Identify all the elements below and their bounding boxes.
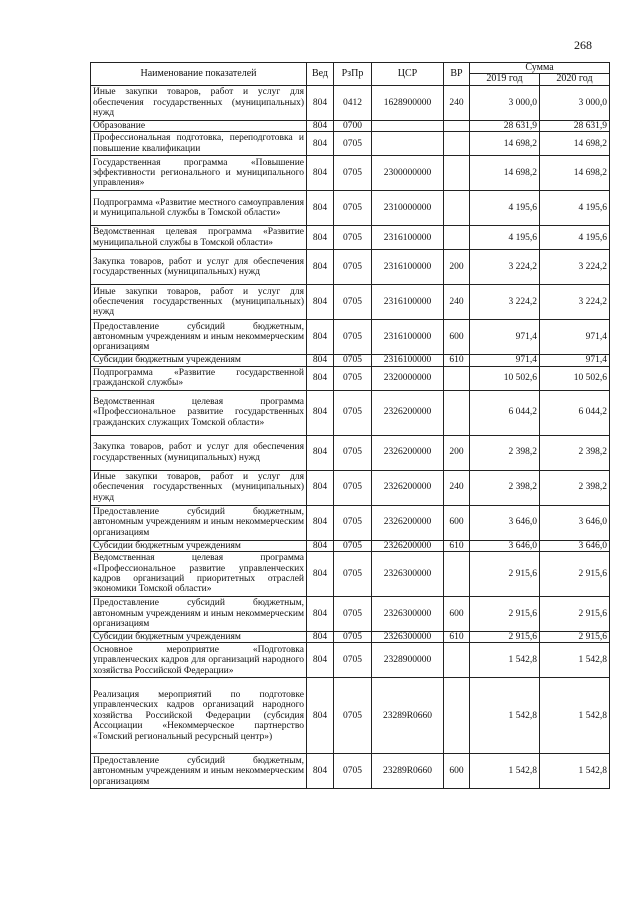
cell-ved: 804 (307, 470, 334, 505)
cell-csr: 2326300000 (372, 632, 444, 643)
header-csr: ЦСР (372, 63, 444, 86)
cell-vr (444, 132, 470, 156)
cell-2019: 14 698,2 (470, 132, 540, 156)
cell-name: Ведомственная целевая программа «Профессиональное развитие государственных гражданских служащих Томской области» (91, 390, 307, 435)
table-row (91, 632, 610, 643)
cell-vr (444, 552, 470, 597)
cell-csr: 2316100000 (372, 250, 444, 285)
header-2019: 2019 год (470, 74, 540, 85)
table-row (91, 120, 610, 131)
cell-name: Подпрограмма «Развитие местного самоуправления и муниципальной службы в Томской области» (91, 191, 307, 226)
cell-ved: 804 (307, 505, 334, 540)
cell-2019: 6 044,2 (470, 390, 540, 435)
cell-csr: 23289R0660 (372, 678, 444, 754)
table-row (91, 540, 610, 551)
cell-2020: 2 915,6 (540, 552, 610, 597)
cell-2020: 10 502,6 (540, 366, 610, 390)
cell-2020: 28 631,9 (540, 120, 610, 131)
cell-2019: 2 915,6 (470, 632, 540, 643)
cell-ved: 804 (307, 632, 334, 643)
cell-ved: 804 (307, 597, 334, 632)
cell-rzpr: 0705 (334, 505, 372, 540)
cell-2020: 1 542,8 (540, 754, 610, 789)
cell-vr: 610 (444, 355, 470, 366)
cell-2019: 3 646,0 (470, 540, 540, 551)
cell-rzpr: 0705 (334, 366, 372, 390)
cell-2020: 2 915,6 (540, 632, 610, 643)
cell-vr: 610 (444, 632, 470, 643)
table-row (91, 390, 610, 435)
cell-2019: 4 195,6 (470, 226, 540, 250)
cell-csr: 2326200000 (372, 540, 444, 551)
cell-ved: 804 (307, 132, 334, 156)
cell-csr: 1628900000 (372, 85, 444, 120)
cell-rzpr: 0705 (334, 435, 372, 470)
table-row (91, 597, 610, 632)
cell-2019: 28 631,9 (470, 120, 540, 131)
cell-vr (444, 366, 470, 390)
cell-2020: 2 398,2 (540, 470, 610, 505)
cell-vr (444, 643, 470, 678)
cell-vr (444, 191, 470, 226)
cell-ved: 804 (307, 355, 334, 366)
cell-vr: 240 (444, 285, 470, 320)
page-number: 268 (574, 38, 592, 52)
cell-vr: 600 (444, 754, 470, 789)
cell-name: Предоставление субсидий бюджетным, автономным учреждениям и иным некоммерческим организациям (91, 597, 307, 632)
cell-rzpr: 0705 (334, 540, 372, 551)
cell-name: Ведомственная целевая программа «Профессиональное развитие управленческих кадров организаций приоритетных отраслей экономики Томской области» (91, 552, 307, 597)
cell-rzpr: 0705 (334, 285, 372, 320)
cell-ved: 804 (307, 156, 334, 191)
cell-name: Государственная программа «Повышение эффективности регионального и муниципального управления» (91, 156, 307, 191)
cell-name: Основное мероприятие «Подготовка управленческих кадров для организаций народного хозяйства Российской Федерации» (91, 643, 307, 678)
cell-ved: 804 (307, 435, 334, 470)
cell-rzpr: 0705 (334, 678, 372, 754)
cell-2019: 3 000,0 (470, 85, 540, 120)
cell-ved: 804 (307, 390, 334, 435)
cell-2020: 2 915,6 (540, 597, 610, 632)
cell-vr: 610 (444, 540, 470, 551)
table-row (91, 754, 610, 789)
cell-name: Профессиональная подготовка, переподготовка и повышение квалификации (91, 132, 307, 156)
cell-csr: 2326300000 (372, 597, 444, 632)
table-row (91, 355, 610, 366)
cell-rzpr: 0705 (334, 597, 372, 632)
cell-vr (444, 226, 470, 250)
cell-name: Предоставление субсидий бюджетным, автономным учреждениям и иным некоммерческим организациям (91, 505, 307, 540)
cell-2019: 1 542,8 (470, 643, 540, 678)
header-2020: 2020 год (540, 74, 610, 85)
cell-rzpr: 0705 (334, 470, 372, 505)
cell-name: Иные закупки товаров, работ и услуг для обеспечения государственных (муниципальных) нужд (91, 85, 307, 120)
cell-name: Субсидии бюджетным учреждениям (91, 632, 307, 643)
cell-rzpr: 0705 (334, 552, 372, 597)
cell-2019: 2 398,2 (470, 470, 540, 505)
header-vr: ВР (444, 63, 470, 86)
cell-name: Подпрограмма «Развитие государственной гражданской службы» (91, 366, 307, 390)
table-row (91, 226, 610, 250)
cell-2020: 971,4 (540, 355, 610, 366)
cell-vr: 200 (444, 435, 470, 470)
cell-vr: 200 (444, 250, 470, 285)
cell-2020: 971,4 (540, 320, 610, 355)
cell-name: Образование (91, 120, 307, 131)
cell-2019: 10 502,6 (470, 366, 540, 390)
cell-2020: 3 000,0 (540, 85, 610, 120)
cell-csr: 2316100000 (372, 226, 444, 250)
header-sum: Сумма (470, 63, 610, 74)
cell-2019: 3 646,0 (470, 505, 540, 540)
cell-name: Ведомственная целевая программа «Развитие муниципальной службы в Томской области» (91, 226, 307, 250)
cell-vr (444, 678, 470, 754)
cell-rzpr: 0412 (334, 85, 372, 120)
cell-name: Субсидии бюджетным учреждениям (91, 540, 307, 551)
header-ved: Вед (307, 63, 334, 86)
cell-2019: 1 542,8 (470, 678, 540, 754)
cell-ved: 804 (307, 226, 334, 250)
table-row (91, 132, 610, 156)
cell-2019: 2 398,2 (470, 435, 540, 470)
cell-vr: 600 (444, 597, 470, 632)
cell-name: Иные закупки товаров, работ и услуг для обеспечения государственных (муниципальных) нужд (91, 470, 307, 505)
cell-vr (444, 120, 470, 131)
cell-2019: 2 915,6 (470, 597, 540, 632)
cell-vr (444, 156, 470, 191)
cell-2019: 4 195,6 (470, 191, 540, 226)
cell-ved: 804 (307, 285, 334, 320)
cell-ved: 804 (307, 366, 334, 390)
cell-name: Субсидии бюджетным учреждениям (91, 355, 307, 366)
cell-name: Закупка товаров, работ и услуг для обеспечения государственных (муниципальных) нужд (91, 250, 307, 285)
cell-rzpr: 0700 (334, 120, 372, 131)
cell-vr: 240 (444, 85, 470, 120)
cell-vr: 240 (444, 470, 470, 505)
cell-csr (372, 132, 444, 156)
cell-2020: 1 542,8 (540, 678, 610, 754)
table-row (91, 643, 610, 678)
cell-csr: 2310000000 (372, 191, 444, 226)
cell-rzpr: 0705 (334, 132, 372, 156)
table-row (91, 435, 610, 470)
cell-csr: 2326200000 (372, 505, 444, 540)
cell-name: Предоставление субсидий бюджетным, автономным учреждениям и иным некоммерческим организациям (91, 754, 307, 789)
cell-ved: 804 (307, 552, 334, 597)
cell-2020: 3 646,0 (540, 540, 610, 551)
cell-csr: 2300000000 (372, 156, 444, 191)
table-row (91, 552, 610, 597)
table-row (91, 285, 610, 320)
cell-2019: 971,4 (470, 320, 540, 355)
cell-rzpr: 0705 (334, 226, 372, 250)
cell-name: Иные закупки товаров, работ и услуг для обеспечения государственных (муниципальных) нужд (91, 285, 307, 320)
cell-name: Предоставление субсидий бюджетным, автономным учреждениям и иным некоммерческим организациям (91, 320, 307, 355)
cell-vr: 600 (444, 505, 470, 540)
cell-2020: 2 398,2 (540, 435, 610, 470)
cell-rzpr: 0705 (334, 156, 372, 191)
cell-vr (444, 390, 470, 435)
table-row (91, 85, 610, 120)
cell-2020: 3 646,0 (540, 505, 610, 540)
cell-csr: 2316100000 (372, 285, 444, 320)
cell-2020: 14 698,2 (540, 156, 610, 191)
table-body (91, 85, 610, 789)
table-row (91, 366, 610, 390)
cell-csr: 2326200000 (372, 390, 444, 435)
cell-2020: 3 224,2 (540, 250, 610, 285)
cell-2020: 14 698,2 (540, 132, 610, 156)
cell-ved: 804 (307, 643, 334, 678)
table-row (91, 250, 610, 285)
cell-name: Реализация мероприятий по подготовке управленческих кадров организаций народного хозяйства Российской Федерации (субсидия Ассоциации «Некоммерческое партнерство «Томский региональный ресурсный центр») (91, 678, 307, 754)
cell-ved: 804 (307, 250, 334, 285)
cell-ved: 804 (307, 754, 334, 789)
cell-csr (372, 120, 444, 131)
cell-ved: 804 (307, 120, 334, 131)
cell-2019: 14 698,2 (470, 156, 540, 191)
table-row (91, 470, 610, 505)
cell-2019: 2 915,6 (470, 552, 540, 597)
budget-table (90, 62, 610, 789)
cell-2019: 3 224,2 (470, 250, 540, 285)
cell-rzpr: 0705 (334, 250, 372, 285)
cell-ved: 804 (307, 540, 334, 551)
cell-ved: 804 (307, 191, 334, 226)
cell-vr: 600 (444, 320, 470, 355)
cell-rzpr: 0705 (334, 320, 372, 355)
cell-2020: 3 224,2 (540, 285, 610, 320)
cell-2019: 1 542,8 (470, 754, 540, 789)
cell-name: Закупка товаров, работ и услуг для обеспечения государственных (муниципальных) нужд (91, 435, 307, 470)
cell-ved: 804 (307, 678, 334, 754)
header-rzpr: РзПр (334, 63, 372, 86)
cell-rzpr: 0705 (334, 632, 372, 643)
cell-csr: 2326200000 (372, 435, 444, 470)
cell-rzpr: 0705 (334, 754, 372, 789)
cell-2020: 1 542,8 (540, 643, 610, 678)
cell-csr: 2320000000 (372, 366, 444, 390)
cell-2019: 3 224,2 (470, 285, 540, 320)
cell-ved: 804 (307, 320, 334, 355)
cell-2020: 6 044,2 (540, 390, 610, 435)
cell-2020: 4 195,6 (540, 226, 610, 250)
cell-ved: 804 (307, 85, 334, 120)
cell-rzpr: 0705 (334, 643, 372, 678)
table-row (91, 191, 610, 226)
cell-csr: 2328900000 (372, 643, 444, 678)
cell-csr: 2316100000 (372, 355, 444, 366)
table-header (91, 63, 610, 86)
cell-2020: 4 195,6 (540, 191, 610, 226)
table-row (91, 156, 610, 191)
table-row (91, 505, 610, 540)
cell-csr: 2326200000 (372, 470, 444, 505)
header-name: Наименование показателей (91, 63, 307, 86)
cell-rzpr: 0705 (334, 390, 372, 435)
table-row (91, 320, 610, 355)
cell-csr: 2316100000 (372, 320, 444, 355)
cell-2019: 971,4 (470, 355, 540, 366)
cell-csr: 2326300000 (372, 552, 444, 597)
cell-rzpr: 0705 (334, 191, 372, 226)
cell-rzpr: 0705 (334, 355, 372, 366)
cell-csr: 23289R0660 (372, 754, 444, 789)
table-row (91, 678, 610, 754)
